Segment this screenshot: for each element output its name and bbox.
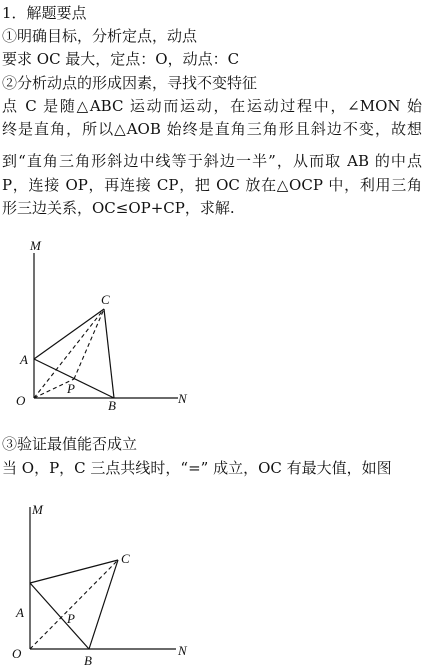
step1-title: ①明确目标，分析定点，动点 [2,27,198,45]
label-p: P [67,611,75,626]
segment-opc-dashed [30,560,118,649]
label-b: B [108,398,116,413]
label-o: O [12,646,22,661]
step2-title: ②分析动点的形成因素，寻找不变特征 [2,74,258,92]
step2-para-line: 点 C 是随△ABC 运动而运动，在运动过程中，∠MON 始 [2,97,422,115]
label-b: B [84,653,92,668]
step2-para-line: 到“直角三角形斜边中线等于斜边一半”，从而取 AB 的中点 [2,152,422,170]
segment-bc [89,560,118,649]
label-m: M [30,238,41,253]
geometry-figure-1 [0,235,424,420]
label-o: O [16,393,26,408]
label-c: C [121,551,130,566]
label-n: N [178,643,187,658]
geometry-figure-2 [0,495,424,671]
label-a: A [16,605,24,620]
label-m: M [32,502,43,517]
segment-ac [30,560,118,583]
step2-para-line: P，连接 OP，再连接 CP，把 OC 放在△OCP 中，利用三角 [2,176,422,194]
label-a: A [20,352,28,367]
segment-bc [104,309,114,398]
step1-detail: 要求 OC 最大，定点：O，动点：C [2,50,240,68]
segment-ab [30,583,89,649]
label-n: N [178,391,187,406]
step2-para-line: 形三边关系，OC≤OP+CP，求解. [2,199,235,217]
step3-title: ③验证最值能否成立 [2,435,138,453]
step3-detail: 当 O，P，C 三点共线时，“=” 成立，OC 有最大值，如图 [2,459,392,477]
heading: 1．解题要点 [2,4,87,22]
label-c: C [101,292,110,307]
label-p: P [67,381,75,396]
step2-para-line: 终是直角，所以△AOB 始终是直角三角形且斜边不变，故想 [2,120,422,138]
